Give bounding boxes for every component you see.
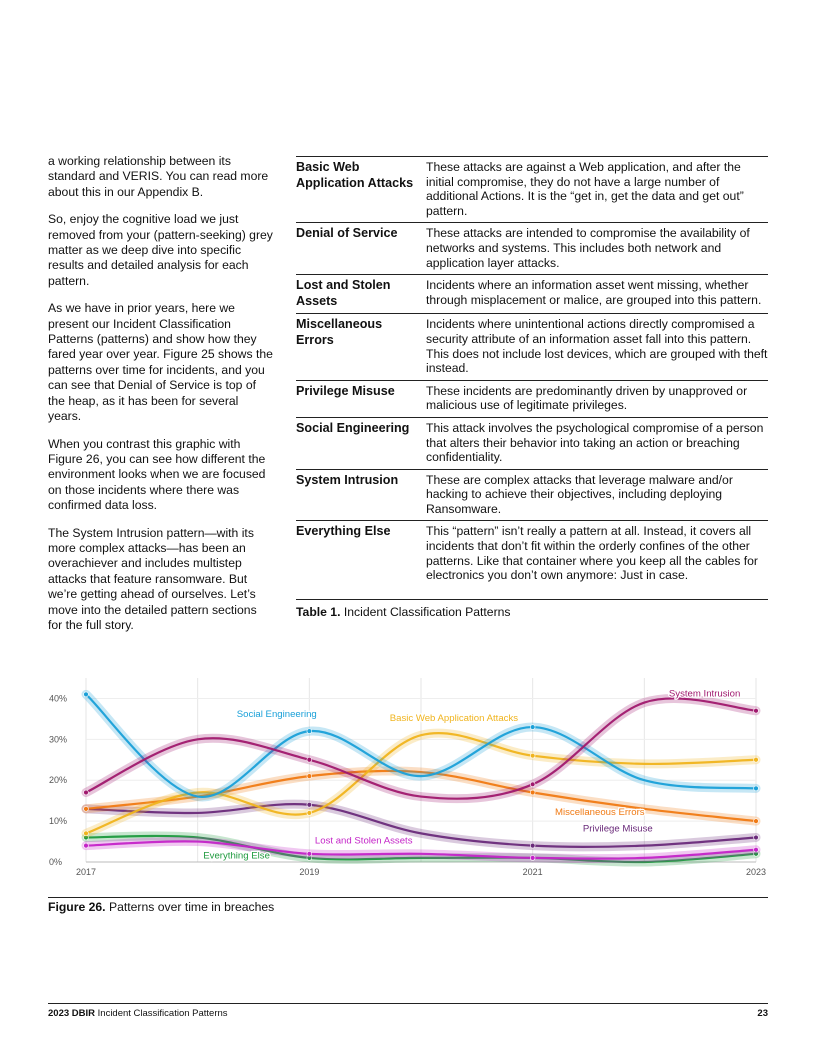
pattern-name: Lost and Stolen Assets xyxy=(296,275,426,314)
data-point xyxy=(754,819,759,824)
paragraph: So, enjoy the cognitive load we just removed from your (pattern-seeking) grey matter as we deep dive into specific results and detailed analysis for each pattern. xyxy=(48,212,273,288)
table-row xyxy=(296,380,768,417)
page-number: 23 xyxy=(757,1008,768,1019)
data-point xyxy=(84,806,89,811)
data-point xyxy=(84,843,89,848)
pattern-description: These attacks are intended to compromise the availability of networks and systems. This includes both network and application layer attacks. xyxy=(426,223,768,275)
pattern-table xyxy=(296,156,768,600)
y-tick-label: 20% xyxy=(49,775,68,786)
data-point xyxy=(307,851,312,856)
pattern-name: Social Engineering xyxy=(296,417,426,469)
data-point xyxy=(754,757,759,762)
data-point xyxy=(84,790,89,795)
table-row xyxy=(296,314,768,380)
y-tick-label: 10% xyxy=(49,816,68,827)
y-tick-label: 30% xyxy=(49,734,68,745)
series-label: System Intrusion xyxy=(668,688,741,700)
data-point xyxy=(307,774,312,779)
data-point xyxy=(307,729,312,734)
table-caption-label: Table 1. xyxy=(296,605,341,619)
paragraph: a working relationship between its standard and VERIS. You can read more about this in our Appendix B. xyxy=(48,154,269,199)
table-row xyxy=(296,521,768,599)
table-row xyxy=(296,223,768,275)
footer-divider xyxy=(48,1003,768,1004)
data-point xyxy=(754,708,759,713)
data-point xyxy=(530,843,535,848)
paragraph: When you contrast this graphic with Figure 26, you can see how different the environment looks when we are focused on those incidents where there was confirmed data loss. xyxy=(48,436,266,513)
table-row xyxy=(296,417,768,469)
table-caption-text: Incident Classification Patterns xyxy=(343,605,511,619)
footer-section-name: Incident Classification Patterns xyxy=(97,1008,228,1019)
pattern-description: This “pattern” isn’t really a pattern at all. Instead, it covers all incidents that don’t fit within the orderly confines of the other patterns. Like that container where you keep all the cables for electronics you don’t own anymore: Just in case. xyxy=(426,521,768,599)
data-point xyxy=(530,856,535,861)
pattern-description: This attack involves the psychological compromise of a person that alters their behavior into taking an action or breaching confidentiality. xyxy=(426,417,768,469)
table-row xyxy=(296,157,768,223)
table-row xyxy=(296,469,768,521)
data-point xyxy=(754,835,759,840)
x-tick-label: 2017 xyxy=(75,867,97,877)
series-label: Social Engineering xyxy=(236,708,317,720)
data-point xyxy=(530,782,535,787)
data-point xyxy=(307,802,312,807)
figure-caption xyxy=(48,900,274,914)
x-tick-label: 2021 xyxy=(522,867,543,877)
pattern-description: These are complex attacks that leverage malware and/or hacking to achieve their objectives, including deploying Ransomware. xyxy=(426,469,768,521)
pattern-name: System Intrusion xyxy=(296,469,426,521)
data-point xyxy=(530,753,535,758)
pattern-description: Incidents where unintentional actions directly compromised a security attribute of an information asset fall into this pattern. This does not include lost devices, which are grouped with theft instead. xyxy=(426,314,768,380)
data-point xyxy=(530,725,535,730)
data-point xyxy=(754,847,759,852)
body-text-column xyxy=(48,154,274,645)
paragraph: As we have in prior years, here we present our Incident Classification Patterns (patterns) and show how they fared year over year. Figure 25 shows the patterns over time for incidents, and you can see that Denial of Service is top of the heap, as it has been for several years. xyxy=(48,301,273,424)
pattern-name: Miscellaneous Errors xyxy=(296,314,426,380)
series-label: Basic Web Application Attacks xyxy=(389,712,519,724)
data-point xyxy=(307,757,312,762)
data-point xyxy=(754,786,759,791)
data-point xyxy=(307,811,312,816)
paragraph: The System Intrusion pattern—with its more complex attacks—has been an overachiever and includes multistep attacks that feature ransomware. But we’re getting ahead of ourselves. Let’s move into the detailed pattern sections for the full story. xyxy=(48,525,257,632)
pattern-name: Privilege Misuse xyxy=(296,380,426,417)
series-label: Everything Else xyxy=(203,850,270,862)
data-point xyxy=(530,790,535,795)
figure-divider xyxy=(48,897,768,898)
pattern-name: Everything Else xyxy=(296,521,426,599)
footer-report-name: 2023 DBIR xyxy=(48,1008,95,1019)
series-label: Miscellaneous Errors xyxy=(555,806,645,818)
data-point xyxy=(84,831,89,836)
table-row xyxy=(296,275,768,314)
figure-caption-text: Patterns over time in breaches xyxy=(108,900,275,914)
y-tick-label: 40% xyxy=(49,693,68,704)
pattern-description: These incidents are predominantly driven by unapproved or malicious use of legitimate privileges. xyxy=(426,380,768,417)
x-tick-label: 2019 xyxy=(299,867,320,877)
x-tick-label: 2023 xyxy=(745,867,767,877)
data-point xyxy=(84,692,89,697)
y-tick-label: 0% xyxy=(49,857,63,867)
figure-caption-label: Figure 26. xyxy=(48,900,106,914)
pattern-description: Incidents where an information asset went missing, whether through misplacement or malice, are grouped into this pattern. xyxy=(426,275,768,314)
pattern-name: Denial of Service xyxy=(296,223,426,275)
series-label: Lost and Stolen Assets xyxy=(314,835,413,847)
table-caption xyxy=(296,605,511,619)
pattern-name: Basic Web Application Attacks xyxy=(296,157,426,223)
running-footer xyxy=(48,1008,228,1019)
pattern-description: These attacks are against a Web application, and after the initial compromise, they do not have a large number of additional Actions. It is the “get in, get the data and get out” pattern. xyxy=(426,157,768,223)
patterns-over-time-chart xyxy=(44,668,767,883)
series-label: Privilege Misuse xyxy=(582,823,653,835)
